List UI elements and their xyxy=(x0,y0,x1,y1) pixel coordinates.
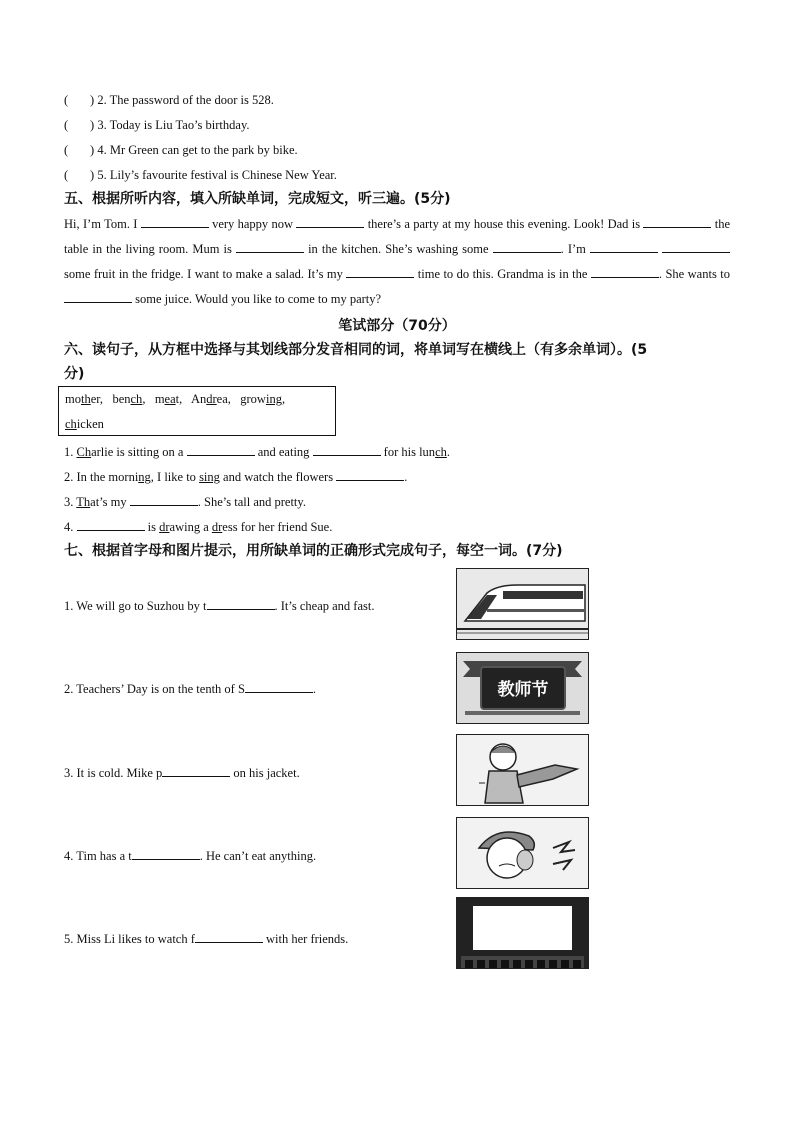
written-part-title: 笔试部分（70分） xyxy=(338,318,456,334)
film-screen-icon xyxy=(457,898,588,969)
blank[interactable] xyxy=(141,215,209,228)
section7-q1: 1. We will go to Suzhou by t . It’s cheap and fast. xyxy=(64,599,375,613)
section5-heading: 五、根据所听内容，填入所缺单词，完成短文，听三遍。(5分) xyxy=(64,191,451,207)
blank[interactable] xyxy=(207,597,275,610)
tf-item-3: ( ) 3. Today is Liu Tao’s birthday. xyxy=(64,118,250,132)
word-option: Andrea, xyxy=(190,392,231,406)
word-option: bench, xyxy=(112,392,146,406)
section7-heading: 七、根据首字母和图片提示，用所缺单词的正确形式完成句子，每空一词。(7分) xyxy=(64,543,563,559)
tf-item-5: ( ) 5. Lily’s favourite festival is Chinese New Year. xyxy=(64,168,337,182)
teachers-day-picture xyxy=(456,652,589,724)
word-option: growing, xyxy=(240,392,286,406)
blank[interactable] xyxy=(162,764,230,777)
blank[interactable] xyxy=(662,240,730,253)
cinema-picture xyxy=(456,897,589,969)
tf-item-2: ( ) 2. The password of the door is 528. xyxy=(64,93,274,107)
blank[interactable] xyxy=(346,265,414,278)
blank[interactable] xyxy=(195,930,263,943)
section7-q5: 5. Miss Li likes to watch f with her friends. xyxy=(64,932,349,946)
tf-item-4: ( ) 4. Mr Green can get to the park by bike. xyxy=(64,143,298,157)
train-icon xyxy=(457,569,588,639)
blank[interactable] xyxy=(132,847,200,860)
section6-heading-line2: 分) xyxy=(64,366,85,382)
blank[interactable] xyxy=(77,518,145,531)
section6-q4: 4. is drawing a dress for her friend Sue. xyxy=(64,520,333,534)
section5-passage: Hi, I’m Tom. I very happy now there’s a party at my house this evening. Look! Dad is the table in the living room. Mum is in the kitchen. She’s washing some . I’m some fruit in the fridge. I want to make a salad. It’s my time to do this. Grandma is in the . She wants to some juice. Would you like to come to my party? xyxy=(64,217,731,306)
section7-q4: 4. Tim has a t . He can’t eat anything. xyxy=(64,849,317,863)
section7-q2: 2. Teachers’ Day is on the tenth of S . xyxy=(64,682,317,696)
boy-cold-picture xyxy=(456,734,589,806)
blank[interactable] xyxy=(336,468,404,481)
toothache-icon xyxy=(457,818,588,888)
boy-putting-on-jacket-icon xyxy=(457,735,588,805)
section6-q2: 2. In the morning, I like to sing and watch the flowers . xyxy=(64,470,408,484)
blank[interactable] xyxy=(591,265,659,278)
word-box xyxy=(58,386,336,436)
section7-q3: 3. It is cold. Mike p on his jacket. xyxy=(64,766,300,780)
teachers-day-banner-icon xyxy=(457,653,588,723)
section6-q3: 3. That’s my . She’s tall and pretty. xyxy=(64,495,306,509)
section6-heading-line1: 六、读句子，从方框中选择与其划线部分发音相同的词，将单词写在横线上（有多余单词）。(5 xyxy=(64,342,648,358)
blank[interactable] xyxy=(493,240,561,253)
banner-text: 教师节 xyxy=(497,680,549,700)
train-picture xyxy=(456,568,589,640)
blank[interactable] xyxy=(187,443,255,456)
blank[interactable] xyxy=(296,215,364,228)
blank[interactable] xyxy=(313,443,381,456)
word-option: chicken xyxy=(65,417,104,431)
blank[interactable] xyxy=(130,493,198,506)
blank[interactable] xyxy=(236,240,304,253)
blank[interactable] xyxy=(590,240,658,253)
word-option: mother, xyxy=(65,392,104,406)
blank[interactable] xyxy=(643,215,711,228)
toothache-picture xyxy=(456,817,589,889)
blank[interactable] xyxy=(64,290,132,303)
word-option: meat, xyxy=(154,392,183,406)
section6-q1: 1. Charlie is sitting on a and eating for his lunch. xyxy=(64,445,450,459)
blank[interactable] xyxy=(245,680,313,693)
